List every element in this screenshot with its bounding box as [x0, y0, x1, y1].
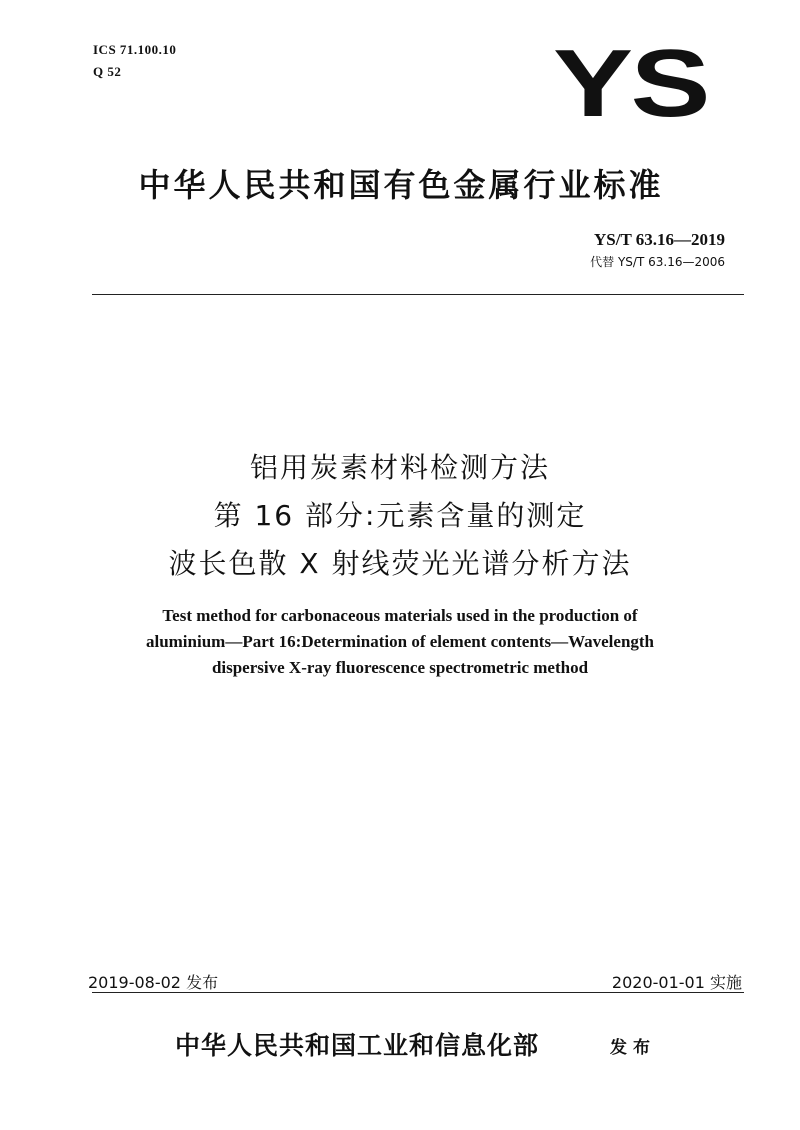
issue-date: 2019-08-02 发布	[88, 973, 219, 992]
chinese-title-line-3: 波长色散 X 射线荧光光谱分析方法	[168, 547, 632, 580]
implementation-date: 2020-01-01 实施	[611, 973, 742, 992]
ccs-code: Q 52	[93, 64, 122, 79]
english-title-line-3: dispersive X-ray fluorescence spectrometric method	[211, 658, 589, 677]
standard-number: YS/T 63.16—2019	[594, 230, 725, 249]
ys-logo: YS	[552, 30, 708, 137]
replaces-standard: 代替 YS/T 63.16—2006	[590, 255, 725, 269]
chinese-title-line-2: 第 16 部分:元素含量的测定	[213, 499, 587, 532]
bottom-divider	[92, 992, 744, 993]
ics-code: ICS 71.100.10	[93, 42, 177, 57]
english-title-line-1: Test method for carbonaceous materials used in the production of	[162, 606, 638, 625]
english-title-line-2: aluminium—Part 16:Determination of element contents—Wavelength	[145, 632, 655, 651]
issue-label: 发布	[610, 1038, 656, 1058]
top-divider	[92, 294, 744, 295]
issuing-authority: 中华人民共和国工业和信息化部	[175, 1031, 540, 1060]
standard-category-title: 中华人民共和国有色金属行业标准	[138, 166, 664, 204]
chinese-title-line-1: 铝用炭素材料检测方法	[249, 451, 550, 484]
